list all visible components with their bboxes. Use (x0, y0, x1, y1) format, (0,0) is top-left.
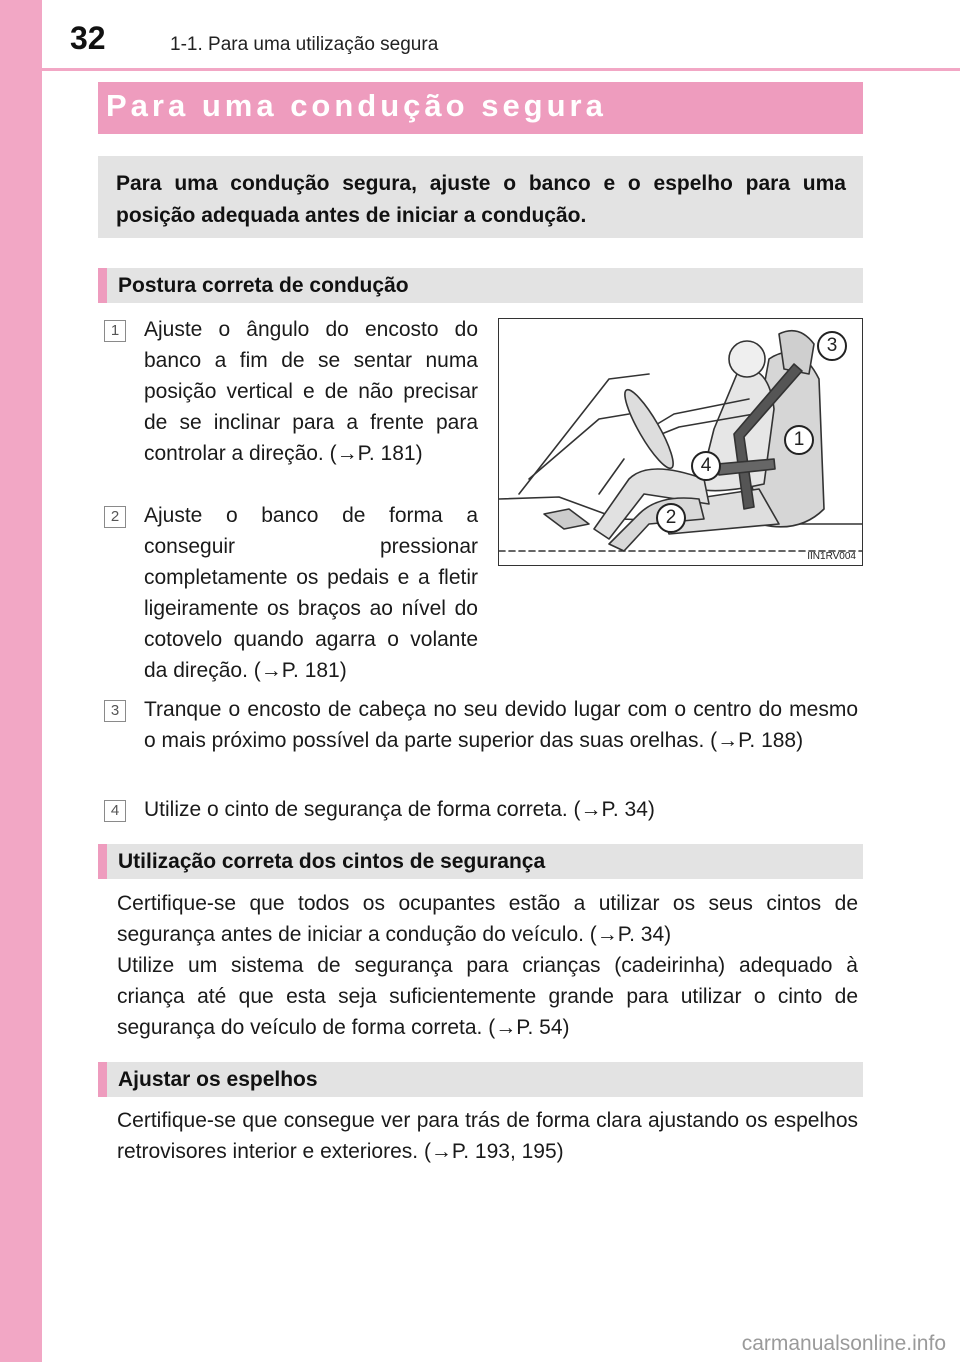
item-number-1: 1 (104, 320, 126, 342)
section-heading-label: Utilização correta dos cintos de segurança (118, 850, 546, 873)
figure-code: IIN1RV004 (807, 551, 856, 562)
seatbelts-paragraph-2: Utilize um sistema de segurança para crianças (cadeirinha) adequado à criança até que esta seja suficientemente grande para utilizar o cinto de segurança do veículo de forma correta. (→P. 54) (117, 954, 858, 1039)
intro-box (98, 156, 863, 238)
posture-item-4-text: Utilize o cinto de segurança de forma correta. (→P. 34) (144, 798, 655, 821)
intro-text: Para uma condução segura, ajuste o banco e o espelho para uma posição adequada antes de iniciar a condução. (116, 172, 846, 227)
page-number: 32 (70, 20, 106, 56)
section-heading-seatbelts (98, 844, 863, 879)
seatbelts-paragraph-1: Certifique-se que todos os ocupantes estão a utilizar os seus cintos de segurança antes de iniciar a condução do veículo. (→P. 34) (117, 892, 858, 946)
item-number-3: 3 (104, 700, 126, 722)
page-title: Para uma condução segura (106, 88, 607, 123)
posture-item-2-text: Ajuste o banco de forma a conseguir pressionar completamente os pedais e a fletir ligeiramente os braços ao nível do cotovelo quando agarra o volante da direção. (→P. 181) (144, 504, 478, 682)
mirrors-paragraph-1: Certifique-se que consegue ver para trás de forma clara ajustando os espelhos retrovisores interior e exteriores. (→P. 193, 195) (117, 1109, 858, 1163)
running-head: 1-1. Para uma utilização segura (170, 34, 439, 55)
section-heading-mirrors (98, 1062, 863, 1097)
section-heading-label: Ajustar os espelhos (118, 1068, 318, 1091)
item-number-2: 2 (104, 506, 126, 528)
callout-1: 1 (784, 425, 814, 455)
driving-posture-illustration (498, 318, 863, 566)
item-number-4: 4 (104, 800, 126, 822)
callout-3: 3 (817, 331, 847, 361)
posture-item-1-text: Ajuste o ângulo do encosto do banco a fim de se sentar numa posição vertical e de não precisar de se inclinar para a frente para controlar a direção. (→P. 181) (144, 318, 478, 465)
watermark: carmanualsonline.info (741, 1332, 946, 1355)
section-heading-posture (98, 268, 863, 303)
title-banner (98, 82, 863, 134)
side-color-strip (0, 0, 42, 1362)
callout-2: 2 (656, 503, 686, 533)
section-heading-label: Postura correta de condução (118, 274, 409, 297)
posture-item-3-text: Tranque o encosto de cabeça no seu devido lugar com o centro do mesmo o mais próximo possível da parte superior das suas orelhas. (→P. 188) (144, 698, 858, 752)
callout-4: 4 (691, 451, 721, 481)
